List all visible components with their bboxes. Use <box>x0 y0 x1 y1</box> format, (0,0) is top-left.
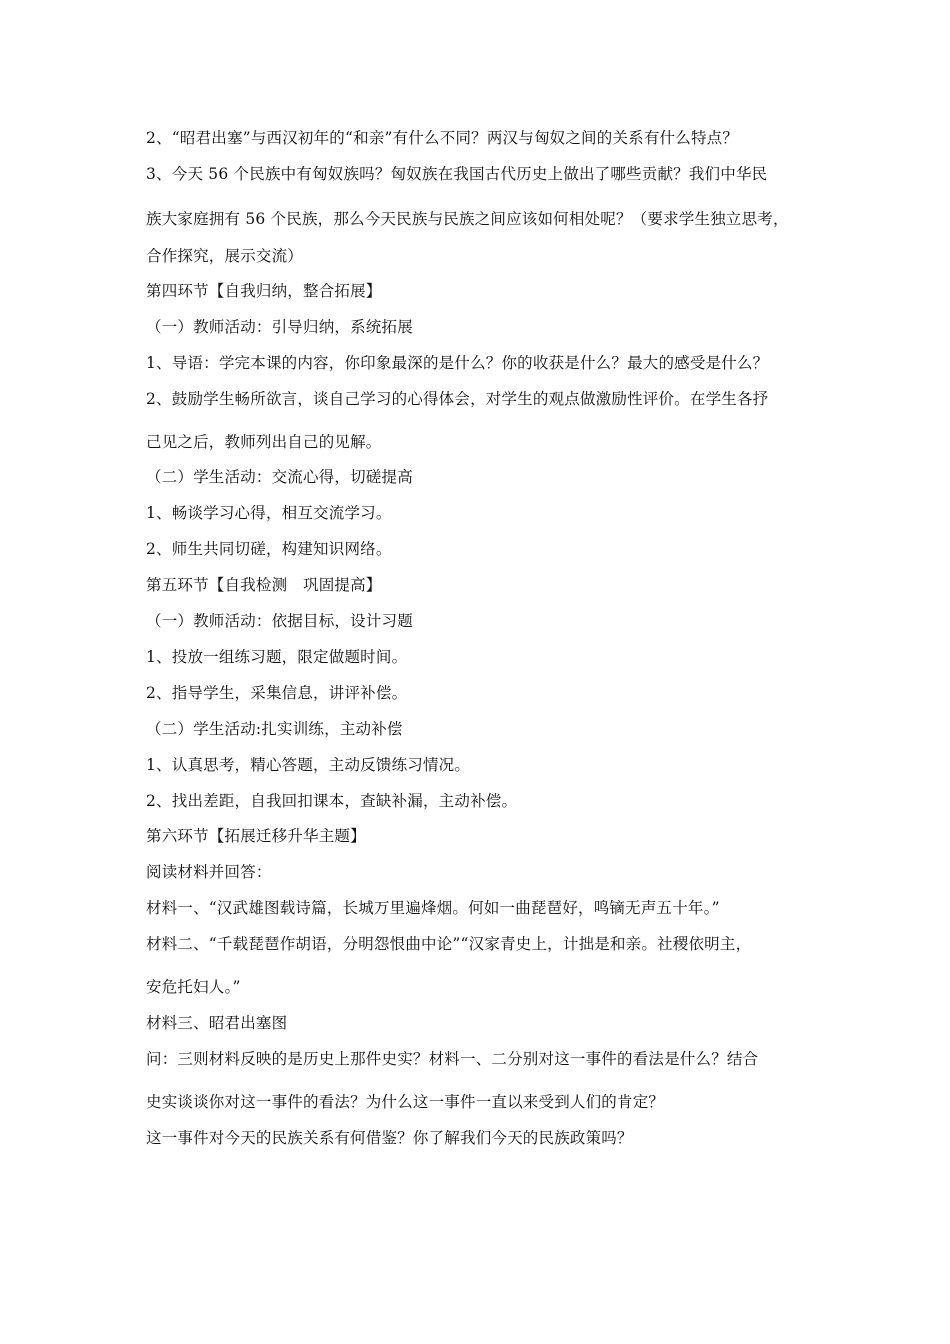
question-line-3: 这一事件对今天的民族关系有何借鉴？你了解我们今天的民族政策吗？ <box>146 1129 633 1147</box>
section-4-item-2-line-2: 己见之后，教师列出自己的见解。 <box>146 433 382 451</box>
question-2-line: 2、“昭君出塞”与西汉初年的“和亲”有什么不同？两汉与匈奴之间的关系有什么特点？ <box>146 129 739 147</box>
section-5-teacher-item-2: 2、指导学生，采集信息，讲评补偿。 <box>146 684 408 702</box>
reading-instruction: 阅读材料并回答： <box>146 863 272 881</box>
section-4-item-2-line-1: 2、鼓励学生畅所欲言，谈自己学习的心得体会，对学生的观点做激励性评价。在学生各抒 <box>146 390 769 408</box>
section-4-heading: 第四环节【自我归纳，整合拓展】 <box>146 282 382 300</box>
material-2-line-1: 材料二、“千载琵琶作胡语，分明怨恨曲中论”“汉家青史上，计拙是和亲。社稷依明主， <box>146 935 752 953</box>
material-2-line-2: 安危托妇人。” <box>146 978 241 996</box>
question-3-line-1: 3、今天 56 个民族中有匈奴族吗？匈奴族在我国古代历史上做出了哪些贡献？我们中华民 <box>146 165 768 183</box>
section-5-teacher-activity: （一）教师活动：依据目标，设计习题 <box>146 612 413 630</box>
question-line-2: 史实谈谈你对这一事件的看法？为什么这一事件一直以来受到人们的肯定？ <box>146 1093 665 1111</box>
material-1: 材料一、“汉武雄图载诗篇，长城万里遍烽烟。何如一曲琵琶好，鸣镝无声五十年。” <box>146 899 720 917</box>
material-3: 材料三、昭君出塞图 <box>146 1014 288 1032</box>
section-5-student-item-2: 2、找出差距，自我回扣课本，查缺补漏，主动补偿。 <box>146 792 518 810</box>
question-3-line-2: 族大家庭拥有 56 个民族，那么今天民族与民族之间应该如何相处呢？（要求学生独立思考， <box>146 210 789 228</box>
question-line-1: 问：三则材料反映的是历史上那件史实？材料一、二分别对这一事件的看法是什么？结合 <box>146 1050 759 1068</box>
section-4-student-item-2: 2、师生共同切磋，构建知识网络。 <box>146 540 392 558</box>
section-5-student-item-1: 1、认真思考，精心答题，主动反馈练习情况。 <box>146 756 471 774</box>
section-4-student-item-1: 1、畅谈学习心得，相互交流学习。 <box>146 504 392 522</box>
section-5-student-activity: （二）学生活动:扎实训练，主动补偿 <box>146 720 403 738</box>
section-4-item-1: 1、导语：学完本课的内容，你印象最深的是什么？你的收获是什么？最大的感受是什么？ <box>146 354 769 372</box>
question-3-line-3: 合作探究，展示交流） <box>146 247 304 265</box>
section-5-heading: 第五环节【自我检测 巩固提高】 <box>146 576 382 594</box>
section-4-student-activity: （二）学生活动：交流心得，切磋提高 <box>146 468 413 486</box>
section-4-teacher-activity: （一）教师活动：引导归纳，系统拓展 <box>146 318 413 336</box>
section-5-teacher-item-1: 1、投放一组练习题，限定做题时间。 <box>146 648 408 666</box>
section-6-heading: 第六环节【拓展迁移升华主题】 <box>146 827 366 845</box>
